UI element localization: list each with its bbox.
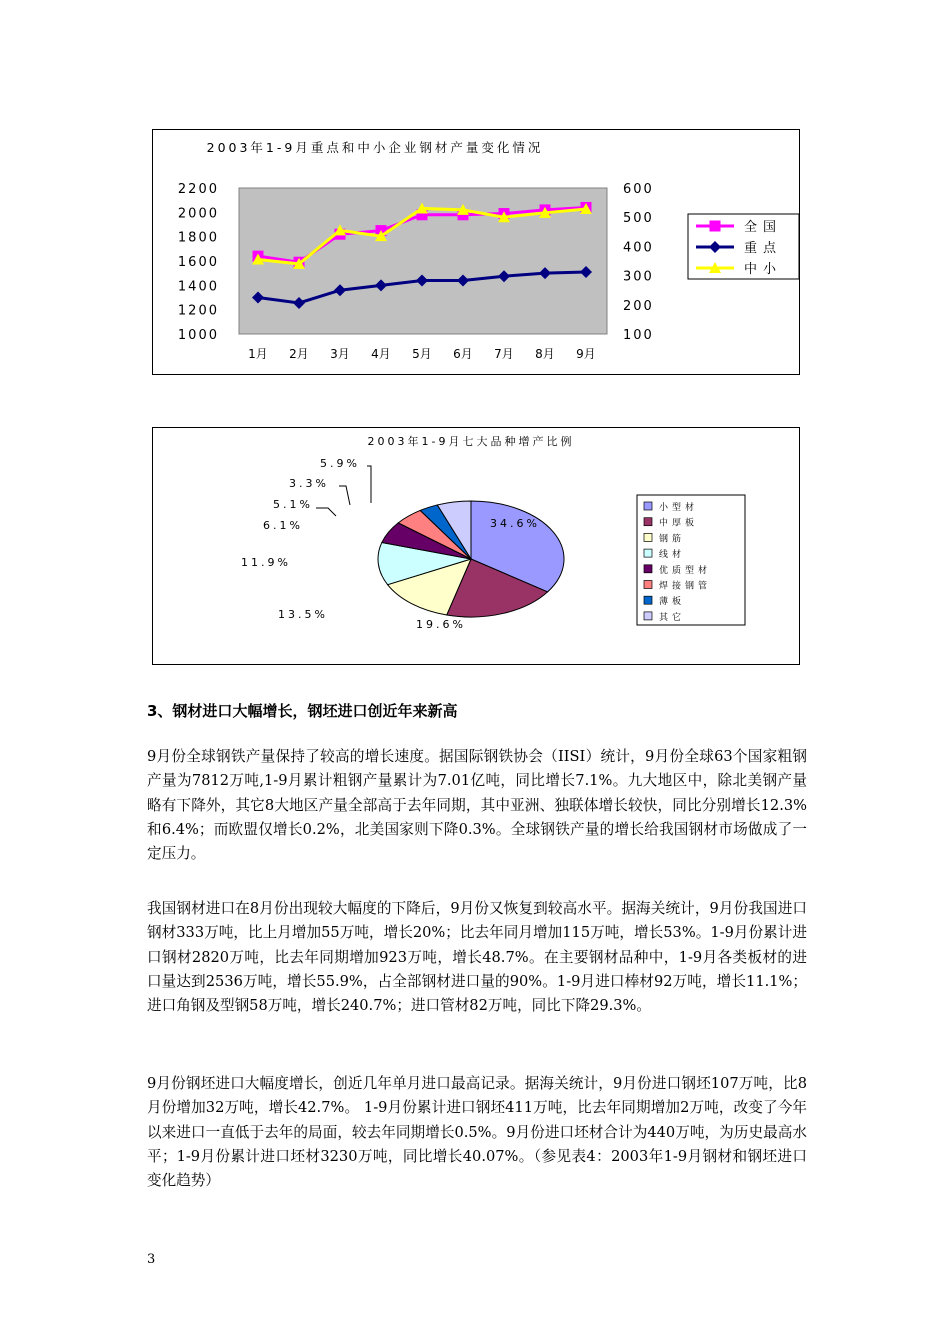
legend-swatch (644, 581, 652, 589)
y-right-tick-label: 500 (623, 211, 654, 227)
leader-line (316, 508, 336, 516)
line-chart-frame (152, 129, 800, 375)
x-tick-label: 5月 (412, 347, 432, 361)
legend (637, 495, 745, 625)
section-heading: 3、钢材进口大幅增长，钢坯进口创近年来新高 (147, 702, 458, 720)
x-tick-label: 3月 (330, 347, 350, 361)
line-chart (153, 130, 799, 374)
x-tick-label: 8月 (535, 347, 555, 361)
legend-label: 线材 (659, 550, 686, 561)
y-left-tick-label: 1600 (177, 255, 219, 270)
legend-swatch (644, 612, 652, 620)
y-right-tick-label: 300 (623, 269, 654, 285)
paragraph: 9月份全球钢铁产量保持了较高的增长速度。据国际钢铁协会（IISI）统计，9月份全球63个国家粗钢产量为7812万吨,1-9月累计粗钢产量累计为7.01亿吨，同比增长7.1%。九大地区中，除北美钢产量略有下降外，其它8大地区产量全部高于去年同期，其中亚洲、独联体增长较快，同比分别增长12.3%和6.4%；而欧盟仅增长0.2%，北美国家则下降0.3%。全球钢铁产量的增长给我国钢材市场做成了一定压力。 (147, 748, 807, 863)
legend-swatch (644, 549, 652, 557)
legend-label: 薄板 (659, 597, 686, 608)
x-tick-label: 4月 (371, 347, 391, 361)
legend-label: 重点 (744, 241, 783, 256)
slice-label: 34.6% (490, 517, 540, 530)
legend-swatch (644, 518, 652, 526)
chart-title: 2003年1-9月七大品种增产比例 (367, 435, 575, 448)
x-tick-label: 2月 (289, 347, 309, 361)
y-right-tick-label: 100 (623, 328, 654, 343)
slice-label: 6.1% (263, 519, 303, 532)
legend-label: 中厚板 (659, 518, 699, 529)
legend-swatch (644, 596, 652, 604)
slice-label: 11.9% (241, 556, 291, 569)
legend-swatch (644, 533, 652, 541)
y-left-tick-label: 2200 (177, 182, 219, 197)
legend-label: 焊接钢管 (659, 581, 712, 592)
slice-label: 5.1% (273, 498, 313, 511)
slice-label: 13.5% (278, 608, 328, 621)
legend-swatch (644, 565, 652, 573)
legend-swatch (644, 502, 652, 510)
legend-label: 小型材 (659, 503, 699, 513)
legend-label: 中小 (744, 262, 783, 277)
slice-label: 19.6% (416, 618, 466, 631)
page-number: 3 (147, 1252, 156, 1267)
legend-label: 优质型材 (659, 565, 712, 576)
slice-label: 5.9% (320, 457, 360, 470)
pie-chart (153, 428, 799, 664)
legend-label: 全国 (744, 220, 783, 235)
x-tick-label: 7月 (494, 347, 514, 361)
pie-chart-frame (152, 427, 800, 665)
x-tick-label: 6月 (453, 347, 473, 361)
legend (688, 214, 799, 279)
y-left-tick-label: 1800 (177, 230, 219, 246)
x-tick-label: 1月 (248, 347, 268, 361)
y-left-tick-label: 1200 (177, 303, 219, 319)
y-right-tick-label: 200 (623, 298, 654, 314)
leader-line (339, 486, 350, 505)
y-left-tick-label: 1000 (177, 328, 219, 343)
x-tick-label: 9月 (576, 347, 596, 361)
data-point (710, 221, 720, 231)
paragraph: 9月份钢坯进口大幅度增长，创近几年单月进口最高记录。据海关统计，9月份进口钢坯107万吨，比8月份增加32万吨，增长42.7%。 1-9月份累计进口钢坯411万吨，比去年同期增加2万吨，改变了今年以来进口一直低于去年的局面，较去年同期增长0.5%。9月份进口坯材合计为440万吨，为历史最高水平；1-9月份累计进口坯材3230万吨，同比增长40.07%。（参见表4：2003年1-9月钢材和钢坯进口变化趋势） (147, 1075, 807, 1190)
legend-label: 钢筋 (659, 534, 686, 545)
slice-label: 3.3% (289, 477, 329, 490)
y-right-tick-label: 400 (623, 240, 654, 256)
y-right-tick-label: 600 (623, 182, 654, 197)
y-left-tick-label: 2000 (177, 206, 219, 222)
chart-title: 2003年1-9月重点和中小企业钢材产量变化情况 (206, 140, 544, 155)
leader-line (367, 466, 371, 503)
paragraph: 我国钢材进口在8月份出现较大幅度的下降后，9月份又恢复到较高水平。据海关统计，9月份我国进口钢材333万吨，比上月增加55万吨，增长20%；比去年同月增加115万吨，增长53%。1-9月份累计进口钢材2820万吨，比去年同期增加923万吨，增长48.7%。在主要钢材品种中，1-9月各类板材的进口量达到2536万吨，增长55.9%，占全部钢材进口量的90%。1-9月进口棒材92万吨，增长11.1%；进口角钢及型钢58万吨，增长240.7%；进口管材82万吨，同比下降29.3%。 (147, 900, 807, 1015)
y-left-tick-label: 1400 (177, 279, 219, 295)
legend-label: 其它 (659, 612, 686, 623)
